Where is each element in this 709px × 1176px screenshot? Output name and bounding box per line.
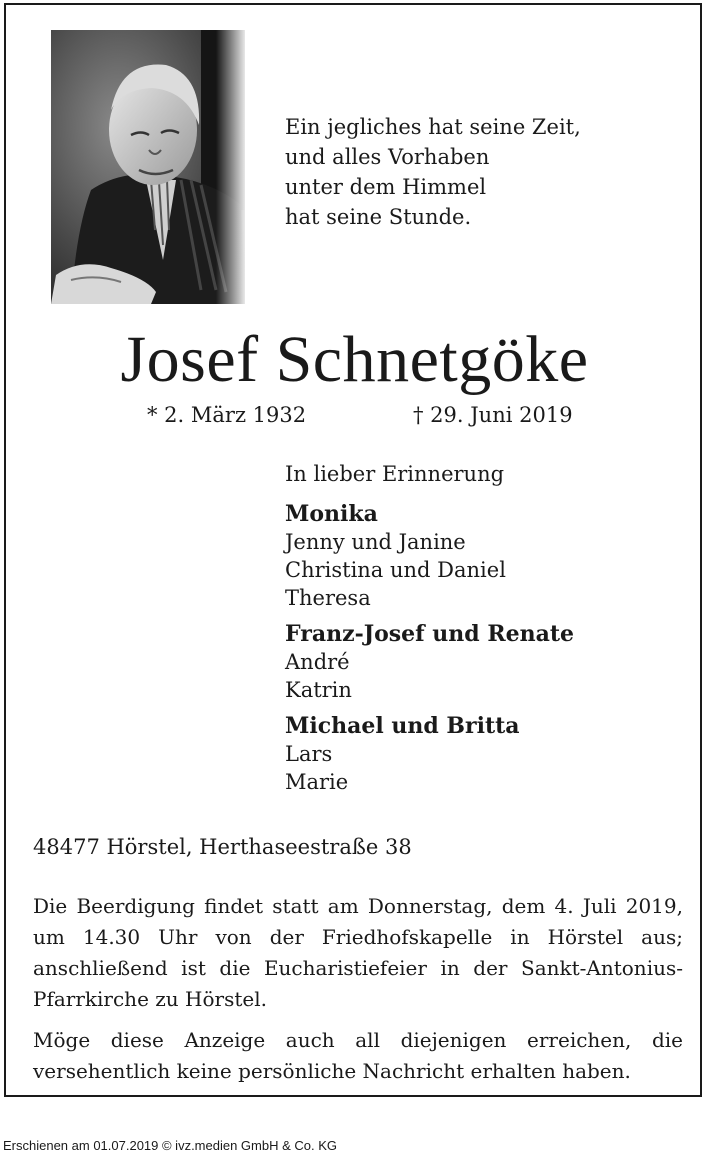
mourner-member: Lars <box>285 742 333 766</box>
mourner-member: Theresa <box>285 586 371 610</box>
bible-verse <box>285 112 581 232</box>
funeral-details <box>33 891 683 1097</box>
mourner-member: Jenny und Janine <box>285 530 466 554</box>
verse-line: und alles Vorhaben <box>285 145 490 169</box>
verse-line: Ein jegliches hat seine Zeit, <box>285 115 581 139</box>
mourner-group <box>285 712 574 796</box>
verse-line: unter dem Himmel <box>285 175 487 199</box>
family-address: 48477 Hörstel, Herthaseestraße 38 <box>33 835 412 859</box>
mourner-group <box>285 620 574 704</box>
mourner-member: Katrin <box>285 678 352 702</box>
birth-date: * 2. März 1932 <box>147 403 307 427</box>
mourners-list <box>285 460 574 796</box>
deceased-name: Josef Schnetgöke <box>120 323 589 396</box>
mourner-group-head: Franz-Josef und Renate <box>285 621 575 647</box>
funeral-paragraph: Die Beerdigung findet statt am Donnerstag, dem 4. Juli 2019, um 14.30 Uhr von der Friedhofskapelle in Hörstel aus; anschließend ist die Eucharistiefeier in der Sankt-Antonius-Pfarrkirche zu Hörstel. <box>33 894 683 1011</box>
mourner-member: Christina und Daniel <box>285 558 506 582</box>
mourner-member: André <box>285 650 350 674</box>
portrait-photo <box>51 30 245 304</box>
remembrance-intro: In lieber Erinnerung <box>285 462 505 486</box>
mourner-member: Marie <box>285 770 349 794</box>
notice-paragraph: Möge diese Anzeige auch all diejenigen erreichen, die versehentlich keine persönliche Nachricht erhalten haben. <box>33 1028 683 1083</box>
mourner-group <box>285 500 574 612</box>
death-date: † 29. Juni 2019 <box>413 403 573 427</box>
publication-footer: Erschienen am 01.07.2019 © ivz.medien GmbH & Co. KG <box>3 1138 338 1153</box>
mourner-group-head: Monika <box>285 501 378 527</box>
verse-line: hat seine Stunde. <box>285 205 472 229</box>
mourner-group-head: Michael und Britta <box>285 713 520 739</box>
